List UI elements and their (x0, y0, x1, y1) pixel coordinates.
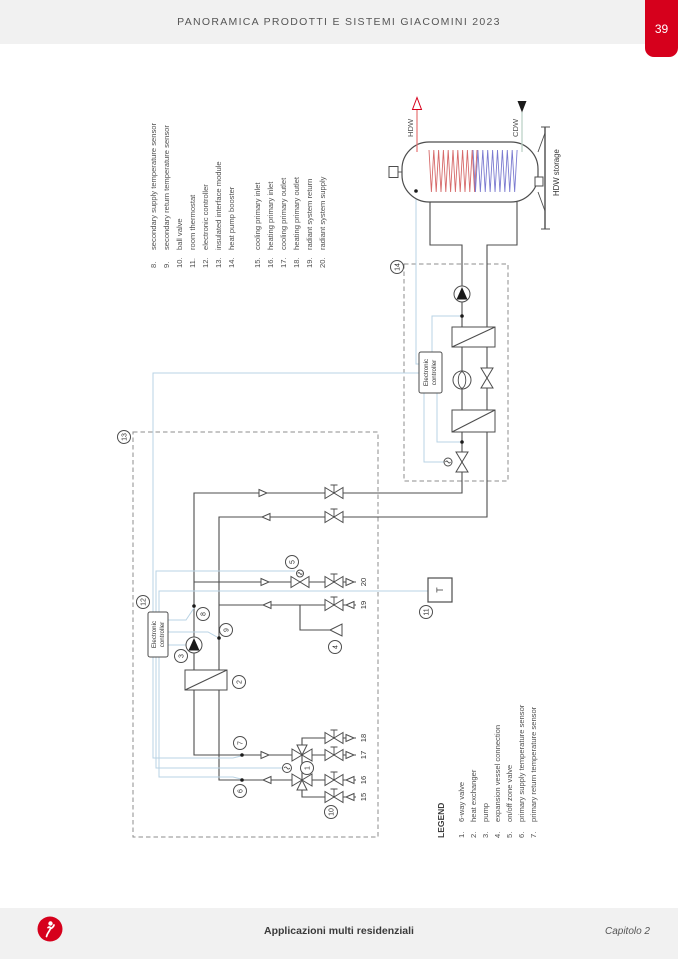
legend-num: 6. (517, 831, 526, 838)
expansion-vessel-icon (330, 624, 342, 636)
legend-num: 5. (505, 831, 514, 838)
callout-11 (420, 606, 433, 619)
legend-label: primary supply temperature sensor (517, 704, 526, 822)
primary-return-pipe (219, 202, 517, 780)
callout-9 (220, 624, 233, 637)
zone-valve-icon (291, 577, 309, 588)
svg-text:2: 2 (236, 680, 244, 684)
thermostat-label: T (435, 587, 445, 593)
hdw-label: HDW (406, 118, 415, 137)
callout-1 (301, 762, 314, 775)
page-header (0, 0, 678, 44)
svg-text:3: 3 (178, 654, 186, 658)
expansion-valve-icon (481, 368, 493, 388)
arrow-right-icon (261, 752, 269, 759)
part-num: 17. (279, 257, 288, 268)
legend-num: 2. (469, 831, 478, 838)
pipe-label-17: 17 (359, 750, 368, 760)
parts-list (149, 122, 327, 268)
arrow-left-icon (346, 777, 354, 784)
room-thermostat (428, 578, 452, 602)
part-label: heating primary inlet (266, 181, 275, 250)
part-label: insulated interface module (214, 161, 223, 250)
sensor9-wire (168, 632, 217, 637)
tank-body (402, 142, 538, 202)
booster-controller-line1: Electronic (423, 358, 430, 387)
sensor-dots (192, 189, 464, 785)
sensor-dot (460, 440, 464, 444)
module-controller-line2: controller (159, 621, 166, 648)
module-controller-line1: Electronic (151, 620, 158, 649)
callout-7 (234, 737, 247, 750)
svg-text:13: 13 (121, 433, 129, 441)
legend (436, 704, 538, 838)
arrow-right-icon (346, 752, 354, 759)
svg-text:6: 6 (237, 789, 245, 793)
pipe-label-15: 15 (359, 792, 368, 802)
tank-fitting (389, 167, 398, 178)
part-label: secondary supply temperature sensor (149, 122, 158, 250)
callout-10 (325, 806, 338, 819)
valve-supply-top (325, 485, 343, 499)
part-num: 16. (266, 257, 275, 268)
arrow-left-icon (263, 777, 271, 784)
hdw-storage-tank (389, 98, 561, 230)
part-label: radiant system return (305, 178, 314, 250)
callout-5 (286, 556, 299, 569)
arrow-left-icon (263, 602, 271, 609)
tank-sensor-dot (414, 189, 418, 193)
svg-text:9: 9 (223, 628, 231, 632)
callout-14 (391, 261, 404, 274)
wall-bracket (535, 177, 543, 186)
svg-text:8: 8 (200, 612, 208, 616)
valve-16 (325, 772, 343, 786)
part-label: heat pump booster (227, 186, 236, 250)
legend-num: 7. (529, 831, 538, 838)
part-num: 9. (162, 261, 171, 268)
sensor7-dot (240, 753, 244, 757)
legend-label: heat exchanger (469, 769, 478, 822)
valve-20 (325, 574, 343, 588)
part-num: 10. (175, 257, 184, 268)
valve-15 (325, 789, 343, 803)
arrow-right-icon (346, 735, 354, 742)
part-num: 8. (149, 261, 158, 268)
part-label: radiant system supply (318, 176, 327, 250)
svg-text:1: 1 (304, 766, 312, 770)
pipe-label-20: 20 (359, 577, 368, 587)
cdw-arrow-icon (518, 101, 527, 113)
part-label: room thermostat (188, 194, 197, 250)
arrow-right-icon (259, 490, 267, 497)
svg-text:7: 7 (237, 741, 245, 745)
part-num: 18. (292, 257, 301, 268)
svg-text:4: 4 (332, 645, 340, 649)
callouts (118, 261, 433, 819)
svg-text:14: 14 (394, 263, 402, 271)
page-footer (0, 908, 678, 959)
part-num: 13. (214, 257, 223, 268)
part-label: heating primary outlet (292, 176, 301, 250)
page-number-tab (645, 0, 678, 57)
sensor9-dot (217, 636, 221, 640)
footer-chapter: Capitolo 2 (604, 926, 650, 937)
pipe-label-16: 16 (359, 775, 368, 785)
part-label: secondary return temperature sensor (162, 125, 171, 250)
part-num: 12. (201, 257, 210, 268)
pipe-label-18: 18 (359, 733, 368, 743)
svg-text:10: 10 (328, 808, 336, 816)
footer-section-title: Applicazioni multi residenziali (264, 925, 414, 937)
part-label: cooling primary outlet (279, 177, 288, 250)
arrow-left-icon (346, 794, 354, 801)
sensor-dot (460, 314, 464, 318)
heat-pump-booster (419, 286, 495, 472)
part-num: 19. (305, 257, 314, 268)
cdw-label: CDW (511, 118, 520, 137)
callout-13 (118, 431, 131, 444)
control-wiring (153, 193, 460, 779)
booster-valve-wire (424, 393, 444, 462)
legend-num: 4. (493, 831, 502, 838)
arrow-left-icon (346, 602, 354, 609)
svg-text:11: 11 (423, 608, 431, 616)
primary-supply-pipe (194, 202, 462, 755)
booster-controller-line2: controller (431, 359, 438, 386)
part-num: 20. (318, 257, 327, 268)
valve-17 (325, 747, 343, 761)
arrow-right-icon (261, 579, 269, 586)
sensor8-dot (192, 604, 196, 608)
legend-label: primary return temperature sensor (529, 706, 538, 822)
hdw-arrow-icon (413, 98, 422, 110)
callout-4 (329, 641, 342, 654)
part-label: ball valve (175, 218, 184, 250)
svg-text:12: 12 (140, 598, 148, 606)
hdw-storage-label: HDW storage (552, 149, 561, 196)
part-label: electronic controller (201, 184, 210, 250)
sensor6-dot (240, 778, 244, 782)
compressor-icon (453, 371, 471, 389)
valve-18 (325, 730, 343, 744)
legend-title: LEGEND (436, 802, 446, 838)
pipe-label-19: 19 (359, 600, 368, 610)
legend-num: 3. (481, 831, 490, 838)
valve-return-top (325, 509, 343, 523)
svg-text:5: 5 (289, 560, 297, 564)
callout-2 (233, 676, 246, 689)
tank-sensor-wire (416, 193, 419, 364)
callout-6 (234, 785, 247, 798)
part-num: 15. (253, 257, 262, 268)
pipe-number-labels (359, 578, 368, 801)
legend-label: on/off zone valve (505, 764, 514, 822)
arrow-left-icon (262, 514, 270, 521)
legend-num: 1. (457, 831, 466, 838)
callout-3 (175, 650, 188, 663)
arrow-right-icon (346, 579, 354, 586)
legend-label: pump (481, 803, 490, 822)
part-num: 14. (227, 257, 236, 268)
part-num: 11. (188, 258, 197, 268)
sensor8-wire (168, 608, 194, 620)
callout-8 (197, 608, 210, 621)
part-label: cooling primary inlet (253, 182, 262, 250)
page-number: 39 (654, 21, 669, 36)
callout-12 (137, 596, 150, 609)
legend-label: 6-way valve (457, 781, 466, 822)
booster-motor-valve-icon (456, 452, 468, 472)
valve-19 (325, 597, 343, 611)
legend-label: expansion vessel connection (493, 724, 502, 822)
page-title: PANORAMICA PRODOTTI E SISTEMI GIACOMINI 2023 (177, 16, 501, 28)
